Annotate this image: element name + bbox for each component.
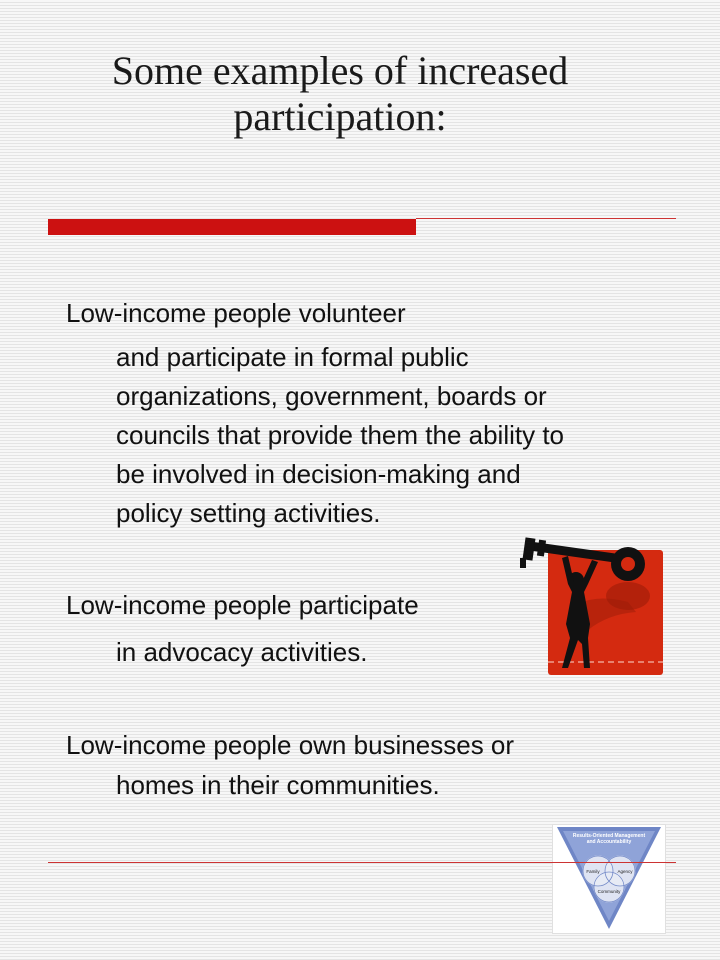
bullet-body-line: and participate in formal public (116, 342, 469, 372)
logo-header-line-2: and Accountability (586, 839, 632, 845)
title-line-1: Some examples of increased (111, 48, 569, 93)
bullet-body-line: homes in their communities. (116, 770, 440, 800)
logo-header-line-1: Results-Oriented Management (572, 833, 646, 839)
footer-divider-line (48, 862, 676, 863)
bullet-body (66, 338, 686, 533)
bullet-item-volunteer (66, 293, 686, 533)
person-holding-key-clipart (518, 534, 666, 678)
bullet-body-line: organizations, government, boards or (116, 381, 547, 411)
slide-title (40, 48, 670, 140)
bullet-lead: Low-income people own businesses or (66, 730, 515, 760)
logo-circle-family: Family (586, 869, 600, 874)
roma-triangle-logo (552, 824, 666, 934)
bullet-lead: Low-income people participate (66, 590, 419, 620)
title-line-2: participation: (233, 94, 447, 139)
title-divider-line (416, 218, 676, 219)
title-accent-bar (48, 219, 416, 235)
logo-circle-agency: Agency (617, 869, 633, 874)
bullet-body (66, 765, 686, 805)
bullet-item-ownership (66, 725, 686, 805)
bullet-body-line: councils that provide them the ability to (116, 420, 565, 450)
bullet-lead: Low-income people volunteer (66, 298, 406, 328)
bullet-body-line: in advocacy activities. (116, 637, 368, 667)
bullet-body-line: be involved in decision-making and (116, 459, 521, 489)
bullet-body-line: policy setting activities. (116, 498, 381, 528)
logo-circle-community: Community (597, 889, 621, 894)
